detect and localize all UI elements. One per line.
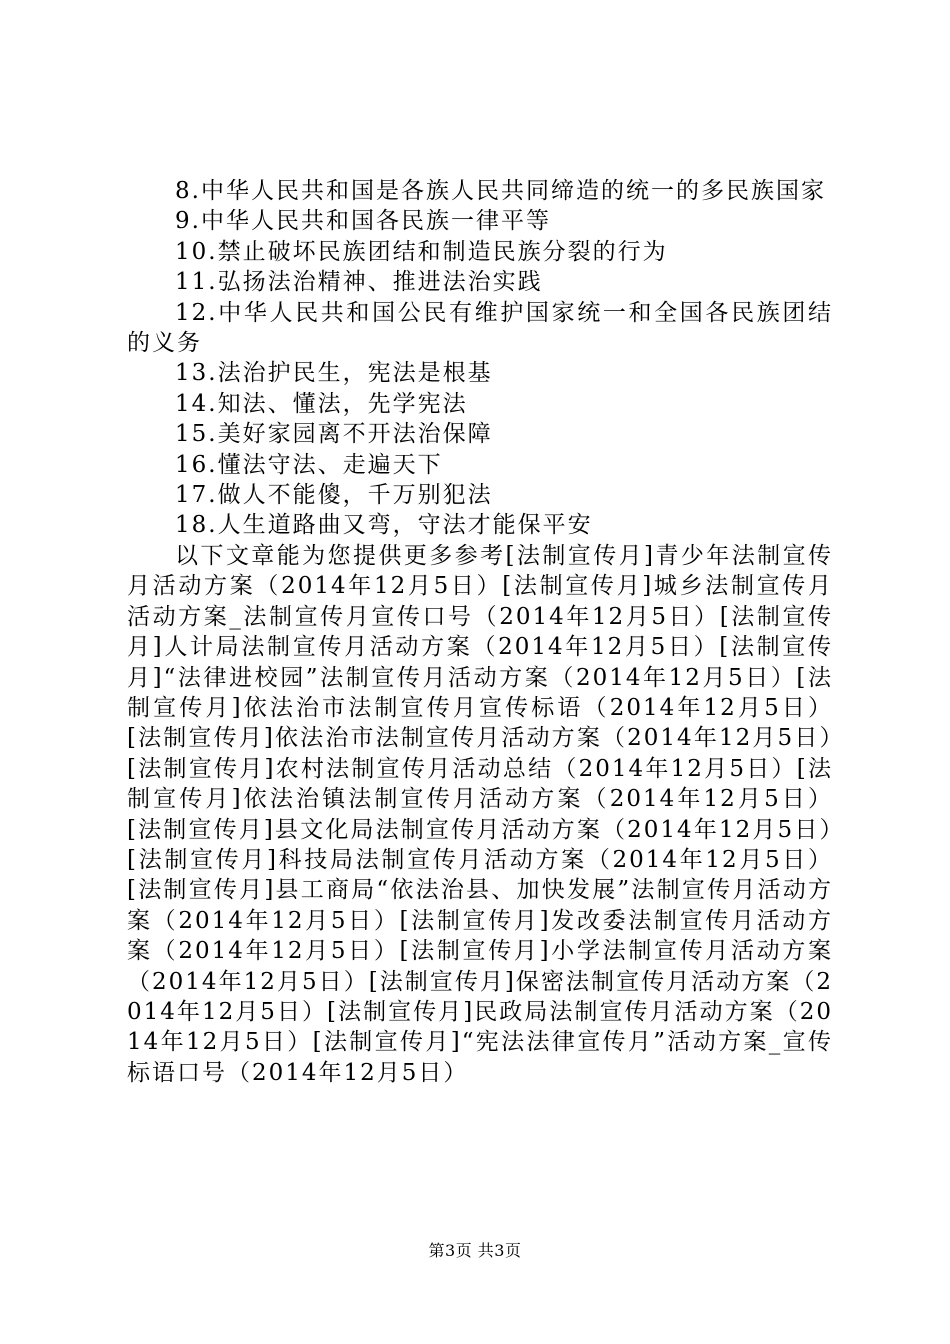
slogan-item-12: 12.中华人民共和国公民有维护国家统一和全国各民族团结的义务 xyxy=(127,299,833,357)
document-body xyxy=(127,176,833,1088)
slogan-item-16: 16.懂法守法、走遍天下 xyxy=(175,451,443,478)
slogan-item-18: 18.人生道路曲又弯，守法才能保平安 xyxy=(175,512,593,539)
slogan-item-14: 14.知法、懂法，先学宪法 xyxy=(175,390,468,417)
slogan-item-17: 17.做人不能傻，千万别犯法 xyxy=(175,482,493,509)
slogan-item-13: 13.法治护民生，宪法是根基 xyxy=(175,360,493,387)
related-articles-paragraph: 以下文章能为您提供更多参考[法制宣传月]青少年法制宣传月活动方案（2014年12月5日）[法制宣传月]城乡法制宣传月活动方案_法制宣传月宣传口号（2014年12月5日）[法制宣传月]人计局法制宣传月活动方案（2014年12月5日）[法制宣传月]“法律进校园”法制宣传月活动方案（2014年12月5日）[法制宣传月]依法治市法制宣传月宣传标语（2014年12月5日）[法制宣传月]依法治市法制宣传月活动方案（2014年12月5日）[法制宣传月]农村法制宣传月活动总结（2014年12月5日）[法制宣传月]依法治镇法制宣传月活动方案（2014年12月5日）[法制宣传月]县文化局法制宣传月活动方案（2014年12月5日）[法制宣传月]科技局法制宣传月活动方案（2014年12月5日）[法制宣传月]县工商局“依法治县、加快发展”法制宣传月活动方案（2014年12月5日）[法制宣传月]发改委法制宣传月活动方案（2014年12月5日）[法制宣传月]小学法制宣传月活动方案（2014年12月5日）[法制宣传月]保密法制宣传月活动方案（2014年12月5日）[法制宣传月]民政局法制宣传月活动方案（2014年12月5日）[法制宣传月]“宪法法律宣传月”活动方案_宣传标语口号（2014年12月5日） xyxy=(127,542,833,1086)
page-number: 第3页 共3页 xyxy=(428,1241,522,1260)
page-footer xyxy=(0,1241,950,1261)
slogan-item-10: 10.禁止破坏民族团结和制造民族分裂的行为 xyxy=(175,238,668,265)
slogan-item-15: 15.美好家园离不开法治保障 xyxy=(175,421,493,448)
slogan-item-9: 9.中华人民共和国各民族一律平等 xyxy=(175,208,551,235)
slogan-item-11: 11.弘扬法治精神、推进法治实践 xyxy=(175,269,543,296)
slogan-item-8: 8.中华人民共和国是各族人民共同缔造的统一的多民族国家 xyxy=(175,178,826,204)
